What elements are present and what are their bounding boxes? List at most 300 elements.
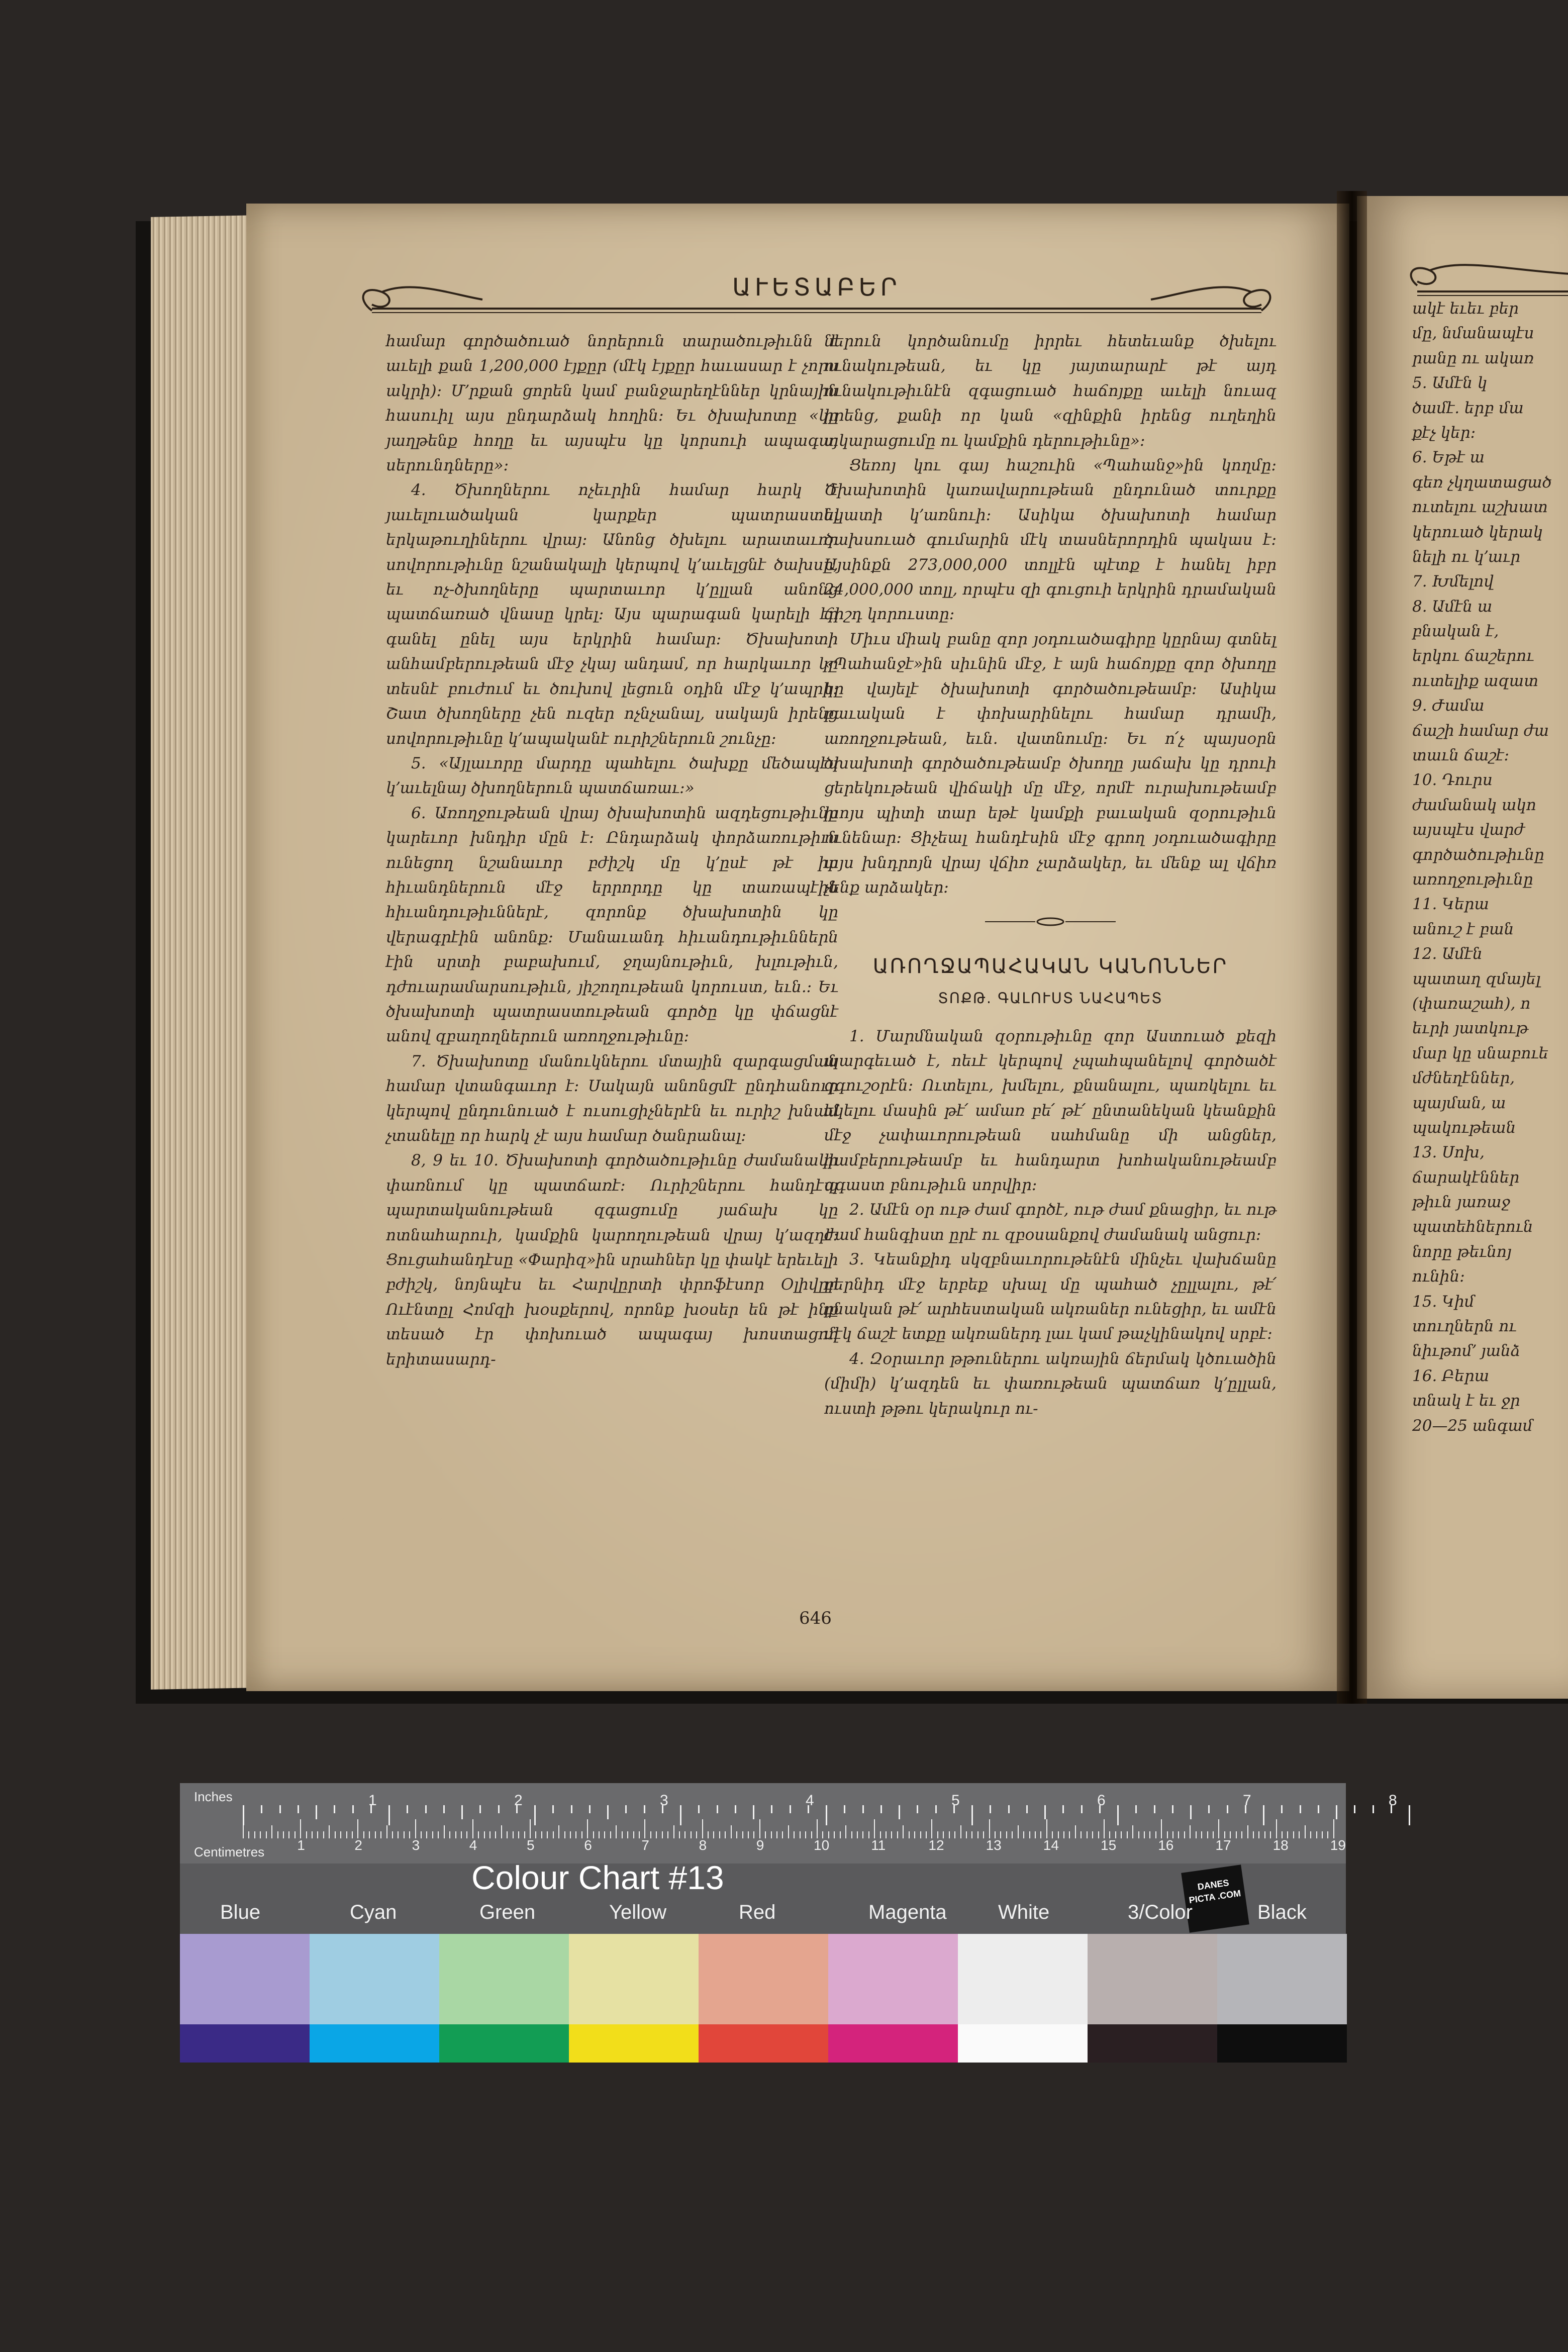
inch-tick [1409, 1805, 1410, 1825]
brand-logo: DANES PICTA .COM [1181, 1865, 1249, 1933]
cm-tick [357, 1819, 358, 1838]
cm-tick [639, 1831, 640, 1838]
paragraph: համար գործածուած նորերուն տարածութիւնն է աւելի քան 1,200,000 էյքըր (մէկ էյքըր հաւասար է չորս ակրի)։ Մ՚րքան ցորեն կամ բանջարեղէններ կրնային հասուիլ այս ընդարձակ հողին։ Եւ ծխախոտը «կը յաղթենք հողը եւ այսպէս կը կորսուի ապագայ սերունդները»։ [386, 332, 838, 475]
cm-tick [513, 1831, 514, 1838]
swatch-light [958, 1934, 1088, 2024]
cm-tick [622, 1831, 623, 1838]
cm-tick [461, 1831, 462, 1838]
text-line: պակութեան [1412, 1118, 1516, 1137]
cm-tick [874, 1819, 875, 1838]
book-gutter [1337, 191, 1367, 1704]
inch-number: 1 [368, 1792, 377, 1809]
inch-number: 8 [1389, 1792, 1397, 1809]
cm-tick [696, 1831, 697, 1838]
swatch-labels [180, 1901, 1346, 1921]
cm-tick [398, 1831, 399, 1838]
colour-chart [180, 1783, 1397, 2063]
inch-tick [1081, 1805, 1083, 1813]
inch-tick [571, 1805, 572, 1813]
section-divider-icon [824, 912, 1277, 937]
cm-tick [541, 1831, 542, 1838]
inch-tick [717, 1805, 718, 1813]
text-line: 9. Ժամա [1412, 697, 1485, 715]
cm-tick [673, 1825, 674, 1838]
inch-tick [498, 1805, 500, 1813]
cm-tick [340, 1831, 341, 1838]
inch-tick [1154, 1805, 1155, 1813]
text-line: 20—25 անգամ [1412, 1416, 1533, 1435]
cm-number: 1 [297, 1837, 305, 1853]
paragraph: 5. «Այլաւորը մարդը պահելու ծախքը մեծապէս կ՚աւելնայ ծխողներուն պատճառաւ։» [386, 754, 838, 798]
cm-tick [277, 1831, 278, 1838]
cm-tick [684, 1831, 685, 1838]
text-line: ակէ եւեւ բեր [1412, 300, 1519, 318]
paragraph: 1. Մարմնական զօրութիւնը զոր Աստուած քեզի պարգեւած է, ոեւէ կերպով չպահպանելով գործածէ զգուշօրէն։ Ուտելու, խմելու, քնանալու, պառկելու եւ եկելու մասին թէ՛ ամառ բե՛ թէ՛ ընտանեկան կեանքին մէջ չափաւորութեան սահմանը մի անցներ, համբերութեամբ եւ հանդարտ խոհականութեամբ զգաստ բնութիւն սորվիր։ [824, 1027, 1277, 1194]
text-column-left [386, 329, 838, 1372]
text-line: մար կը սնաբուե [1412, 1044, 1549, 1062]
inch-tick [826, 1805, 827, 1825]
cm-tick [248, 1831, 249, 1838]
cm-tick [1127, 1831, 1128, 1838]
cm-tick [1087, 1831, 1088, 1838]
cm-tick [1201, 1831, 1202, 1838]
inch-tick [735, 1805, 736, 1813]
inch-tick [1190, 1805, 1192, 1819]
cm-tick [610, 1831, 611, 1838]
swatch-label: 3/Color [1128, 1901, 1193, 1923]
text-line: ժամանակ ակո [1412, 796, 1537, 814]
cm-tick [1029, 1831, 1030, 1838]
cm-tick [288, 1831, 289, 1838]
text-line: ուտելիք ազատ [1412, 671, 1539, 690]
swatch-dark [439, 2024, 569, 2063]
cm-tick [920, 1831, 921, 1838]
cm-tick [1023, 1831, 1024, 1838]
swatch-dark [1088, 2024, 1217, 2063]
cm-tick [817, 1819, 818, 1838]
text-line: նելի ու կ՚աւր [1412, 547, 1521, 566]
cm-tick [1196, 1831, 1197, 1838]
section-title: ԱՌՈՂՋԱՊԱՀԱԿԱՆ ԿԱՆՈՆՆԵՐ [872, 954, 1228, 978]
text-line: ծամէ. երբ մա [1412, 399, 1524, 417]
cm-tick [524, 1831, 525, 1838]
cm-tick [1236, 1831, 1237, 1838]
swatch-label: Yellow [609, 1901, 667, 1923]
paragraph: 8, 9 եւ 10. Ծխախոտի գործածութիւնը ժամանակի փառնում կը պատճառէ։ Ուրիշներու հանդէպ պարտականութեան զգացումը յաճախ կը ոտնահարուի, կամքին կարողութեան վրայ կ՚ազդէ։ Ցուցահանդէսը «Փարիզ»ին սրահներ կը փակէ երեւելի բժիշկ, նոյնպէս եւ Հարվըրտի փրոֆէսոր Օլիվըր Ուէնտըլ Հոմզի խօսքերով, որոնք խօսեր են թէ ինք տեսած էր փոխուած ապագայ խոստացող երիտասարդ- [386, 1151, 838, 1368]
cm-number: 5 [527, 1837, 535, 1853]
swatch-light [1088, 1934, 1217, 2024]
cm-tick [535, 1831, 536, 1838]
paragraph: Ցեռոյ կու գայ հաշուին «Պահանջ»ին կողմը։ Ծխախոտին կառավարութեան ընդունած տուրքը նկատի կ՚առնուի։ Ասիկա ծխախոտի համար ծախսուած գումարին մէկ տասներորդին պակաս է։ Այսինքն 273,000,000 տոլլէն պէտք է հանել իբր 24,000,000 տոլլ, որպէս զի գուցուի երկրին դրամական ճիշդ կորուստը։ [824, 456, 1277, 624]
inch-tick [1354, 1805, 1355, 1813]
swatch-light [699, 1934, 828, 2024]
cm-tick [782, 1831, 783, 1838]
inch-tick [1281, 1805, 1283, 1813]
inch-tick [388, 1805, 390, 1825]
cm-number: 11 [871, 1837, 886, 1853]
cm-tick [909, 1831, 910, 1838]
swatch-label: White [998, 1901, 1050, 1923]
cm-tick [243, 1819, 244, 1838]
cm-tick [1241, 1831, 1242, 1838]
text-line: մը, նմանապէս [1412, 324, 1534, 343]
swatch-dark [828, 2024, 958, 2063]
inch-tick [971, 1805, 973, 1825]
inch-tick [479, 1805, 481, 1813]
cm-tick [409, 1831, 410, 1838]
cm-tick [271, 1825, 272, 1838]
cm-tick [765, 1831, 766, 1838]
inch-tick [935, 1805, 937, 1813]
inch-tick [407, 1805, 408, 1813]
cm-tick [593, 1831, 594, 1838]
cm-tick [662, 1831, 663, 1838]
cm-tick [1305, 1825, 1306, 1838]
cm-tick [1190, 1825, 1191, 1838]
inch-tick [1172, 1805, 1173, 1813]
swatch-label: Blue [220, 1901, 261, 1923]
cm-tick [317, 1831, 318, 1838]
cm-tick [753, 1831, 754, 1838]
cm-tick [1299, 1831, 1300, 1838]
running-head [352, 264, 1282, 325]
cm-tick [851, 1831, 852, 1838]
page-number: 646 [799, 1608, 832, 1628]
swatch-light [180, 1934, 310, 2024]
text-line: տուղներն ու [1412, 1317, 1517, 1336]
text-column-right [824, 329, 1277, 1421]
cm-tick [438, 1831, 439, 1838]
cm-tick [518, 1831, 519, 1838]
inch-tick [298, 1805, 299, 1813]
cm-tick [1316, 1831, 1317, 1838]
cm-tick [868, 1831, 869, 1838]
inch-tick [1062, 1805, 1064, 1813]
cm-tick [857, 1831, 858, 1838]
cm-tick [1132, 1825, 1133, 1838]
cm-tick [386, 1825, 387, 1838]
cm-tick [489, 1831, 491, 1838]
cm-tick [834, 1831, 835, 1838]
cm-tick [667, 1831, 668, 1838]
cm-tick [1293, 1831, 1294, 1838]
cm-tick [329, 1825, 330, 1838]
text-line: 16. Բերա [1412, 1366, 1490, 1385]
cm-tick [1253, 1831, 1254, 1838]
text-line: 11. Կերա [1412, 895, 1489, 914]
cm-tick [432, 1831, 433, 1838]
cm-tick [1149, 1831, 1150, 1838]
cm-tick [421, 1831, 422, 1838]
section-author: ՏՈՔԹ. ԳԱԼՈՒՍՏ ՆԱՀԱՊԵՏ [938, 990, 1163, 1007]
paragraph: 4. Զօրաւոր թթուներու ակռային ճերմակ կծուածին (միմի) կ՚ազդեն եւ փառութեան պատճառ կ՚ըլլան, ուստի թթու կերակուր ու- [824, 1349, 1277, 1418]
inch-number: 7 [1243, 1792, 1251, 1809]
cm-number: 6 [584, 1837, 592, 1853]
inch-tick [279, 1805, 281, 1813]
cm-tick [455, 1831, 456, 1838]
cm-tick [507, 1831, 508, 1838]
cm-tick [736, 1831, 737, 1838]
cm-tick [1046, 1819, 1047, 1838]
text-line: նիւթոմ՚ յանձ [1412, 1342, 1521, 1360]
inch-number: 4 [806, 1792, 814, 1809]
cm-tick [776, 1831, 777, 1838]
inch-tick [880, 1805, 882, 1813]
text-line: 12. Ամէն [1412, 945, 1483, 963]
cm-number: 15 [1101, 1837, 1117, 1853]
cm-tick [616, 1825, 617, 1838]
swatch-label: Red [739, 1901, 776, 1923]
page-edges [151, 215, 261, 1690]
paragraph: 7. Ծխախոտը մանուկներու մտային զարգացման համար վտանգաւոր է։ Սակայն անոնցմէ ընդհանուր կերպով ընդունուած է ուսուցիչներէն եւ ուրիշ խնամ չտանելը որ հարկ չէ այս համար ծանրանալ։ [386, 1052, 838, 1145]
inch-tick [316, 1805, 317, 1819]
cm-tick [886, 1831, 887, 1838]
cm-number: 18 [1272, 1837, 1289, 1853]
cm-tick [949, 1831, 950, 1838]
cm-tick [633, 1831, 634, 1838]
text-line: 13. Սոխ, [1412, 1143, 1485, 1162]
inch-tick [753, 1805, 754, 1819]
cm-tick [375, 1831, 376, 1838]
text-line: ճաշի համար ժա [1412, 721, 1549, 740]
inch-tick [1117, 1805, 1119, 1825]
cm-tick [1012, 1831, 1013, 1838]
inch-tick [1373, 1805, 1374, 1813]
text-line: թիւն յառաջ [1412, 1193, 1510, 1212]
right-page-text [1412, 297, 1568, 1438]
cm-tick [656, 1831, 657, 1838]
cm-tick [1006, 1831, 1007, 1838]
cm-tick [788, 1825, 789, 1838]
cm-tick [811, 1831, 812, 1838]
inch-number: 2 [514, 1792, 523, 1809]
inch-tick [698, 1805, 700, 1813]
cm-tick [495, 1831, 496, 1838]
cm-tick [415, 1819, 416, 1838]
inch-tick [1008, 1805, 1010, 1813]
cm-tick [449, 1831, 450, 1838]
cm-tick [1035, 1831, 1036, 1838]
inch-tick [607, 1805, 609, 1819]
text-line: 15. Կիմ [1412, 1292, 1475, 1311]
cm-tick [862, 1831, 863, 1838]
cm-tick [713, 1831, 714, 1838]
text-line: այսպէս վարժ [1412, 821, 1525, 839]
swatch-dark [1217, 2024, 1347, 2063]
cm-tick [484, 1831, 485, 1838]
cm-tick [363, 1831, 364, 1838]
text-line: քէչ կեր։ [1412, 423, 1476, 442]
cm-tick [800, 1831, 801, 1838]
cm-tick [891, 1831, 892, 1838]
text-line: ուտելու աշխատ [1412, 498, 1548, 517]
inch-tick [771, 1805, 772, 1813]
inches-label: Inches [194, 1789, 233, 1804]
inch-tick [1135, 1805, 1137, 1813]
cm-tick [1333, 1819, 1334, 1838]
inch-tick [899, 1805, 900, 1819]
cm-tick [1184, 1831, 1185, 1838]
cm-tick [581, 1831, 582, 1838]
cm-tick [1144, 1831, 1145, 1838]
paragraph: Միւս միակ բանը զոր յօդուածագիրը կըրնայ գտնել «Պահանջէ»ին սիւնին մէջ, է այն հաճոյքը զոր ծխողը կը վայելէ ծխախոտի գործածութեամբ։ Ասիկա բաւական է փոխարինելու համար դրամի, առողջութեան, եւն. վատնումը։ Եւ ո՛չ պայսօրն ծխախոտի գործածութեամբ ծխողը յաճախ կը դրուի ցերեկութեան վիճակի մը մէջ, որմէ ուրախութեամբ խոյս պիտի տար եթէ կամքի բաւական զօրութիւն ունենար։ Ցիչեալ հանդէսին մէջ գրող յօդուածագիրը այս խնդրոյն վրայ վճիռ չարձակեր, եւ մենք ալ վճիռ չենք արձակեր։ [824, 630, 1277, 897]
inch-number: 5 [951, 1792, 960, 1809]
inch-tick [461, 1805, 463, 1819]
cm-tick [1040, 1831, 1041, 1838]
inch-tick [644, 1805, 645, 1813]
cm-tick [989, 1819, 990, 1838]
cm-tick [971, 1831, 972, 1838]
cm-tick [599, 1831, 600, 1838]
inch-number: 6 [1097, 1792, 1106, 1809]
inch-tick [443, 1805, 445, 1813]
cm-tick [731, 1825, 732, 1838]
centimetres-label: Centimetres [194, 1844, 265, 1859]
cm-number: 12 [928, 1837, 944, 1853]
cm-tick [1121, 1831, 1122, 1838]
text-line: գործածութիւնը [1412, 845, 1544, 864]
cm-tick [575, 1831, 576, 1838]
cm-tick [914, 1831, 915, 1838]
cm-number: 13 [986, 1837, 1002, 1853]
paragraph: 6. Առողջութեան վրայ ծխախոտին ազդեցութիւնը կարեւոր խնդիր մըն է։ Ընդարձակ փորձառութիւն ունեցող նշանաւոր բժիշկ մը կ՚ըսէ թէ իր հիւանդներուն մէջ երրորդը կը տառապէին հիւանդութիւններէ, զորոնք ծխախոտին կը վերագրէին անոնք։ Մանաւանդ հիւանդութիւններն էին սրտի բաբախում, ջղայնութիւն, խլութիւն, դժուարամարսութիւն, յիշողութեան կորուստ, եւն.։ Եւ ծխախոտի պատրաստութեան գործը կը փճացնէ անով զբաղողներուն առողջութիւնը։ [386, 804, 838, 1046]
swatch-dark [310, 2024, 439, 2063]
cm-tick [1098, 1831, 1099, 1838]
cm-tick [1327, 1831, 1328, 1838]
cm-tick [254, 1831, 255, 1838]
text-line: տաւն ճաշէ։ [1412, 746, 1510, 765]
cm-tick [1276, 1819, 1277, 1838]
text-line: անուշ է բան [1412, 920, 1514, 938]
text-line: (փառաշահ), ո [1412, 994, 1531, 1013]
cm-tick [369, 1831, 370, 1838]
cm-tick [840, 1831, 841, 1838]
cm-number: 3 [412, 1837, 420, 1853]
inch-tick [990, 1805, 991, 1813]
cm-tick [352, 1831, 353, 1838]
paragraph: 4. Ծխողներու ոչեւրին համար հարկ է յաւելուածական կարքեր պատրաստել երկաթուղիներու վրայ։ Անոնց ծխելու արատաւոր սովորութիւնը նշանակալի կերպով կ՚աւելցնէ ծախսը, եւ ոչ-ծխողները պարտաւոր կ՚ըլլան անոնց պատճառած վնասը կրել։ Այս պարագան կարելի էր գանել ընել այս երկրին համար։ Ծխախոտի անհամբերութեան մէջ չկայ անդամ, որ հարկաւոր կը տեսնէ բուժում եւ ծուխով լեցուն օդին մէջ կ՚ապրի։ Շատ ծխողները չեն ուզեր ոչնչանալ, սակայն իրենց սովորութիւնը կ՚ապականէ ուրիշներուն շունչը։ [386, 481, 838, 748]
cm-tick [604, 1831, 605, 1838]
cm-tick [300, 1819, 301, 1838]
text-line: րանը ու ակառ [1412, 349, 1534, 367]
running-title: ԱՒԵՏԱԲԵՐ [732, 273, 901, 302]
cm-tick [1092, 1831, 1093, 1838]
text-line: մժնեղէններ, [1412, 1069, 1515, 1088]
cm-tick [805, 1831, 806, 1838]
swatch-dark [699, 2024, 828, 2063]
cm-tick [1081, 1831, 1082, 1838]
cm-tick [1138, 1831, 1139, 1838]
cm-tick [954, 1831, 955, 1838]
text-line: ունին։ [1412, 1267, 1465, 1286]
chart-title: Colour Chart #13 [471, 1859, 724, 1896]
cm-number: 10 [814, 1837, 830, 1853]
inch-tick [334, 1805, 335, 1813]
cm-tick [1207, 1831, 1208, 1838]
cm-tick [1270, 1831, 1271, 1838]
cm-tick [1155, 1831, 1156, 1838]
cm-tick [1161, 1819, 1162, 1838]
swatch-label: Black [1257, 1901, 1307, 1923]
text-line: ճարակէններ [1412, 1168, 1520, 1187]
text-line: 10. Դուրս [1412, 771, 1493, 790]
text-line: կերուած կերակ [1412, 523, 1543, 541]
cm-number: 8 [699, 1837, 707, 1853]
cm-tick [558, 1825, 559, 1838]
cm-tick [295, 1831, 296, 1838]
cm-number: 4 [469, 1837, 477, 1853]
cm-tick [266, 1831, 267, 1838]
swatch-dark [180, 2024, 310, 2063]
cm-tick [1018, 1825, 1019, 1838]
cm-tick [903, 1825, 904, 1838]
cm-tick [444, 1825, 445, 1838]
inch-tick [1044, 1805, 1046, 1819]
text-line: տնակ է եւ ջր [1412, 1392, 1520, 1410]
cm-tick [644, 1819, 645, 1838]
cm-tick [478, 1831, 479, 1838]
cm-tick [547, 1831, 548, 1838]
inch-tick [680, 1805, 681, 1825]
cm-tick [742, 1831, 743, 1838]
inch-tick [425, 1805, 427, 1813]
inch-tick [1318, 1805, 1319, 1813]
inch-tick [1208, 1805, 1210, 1813]
text-line: պատաղ զմայել [1412, 969, 1541, 988]
cm-tick [926, 1831, 927, 1838]
text-line: 5. Ամէն կ [1412, 374, 1488, 393]
cm-tick [1069, 1831, 1070, 1838]
swatch-light [310, 1934, 439, 2024]
text-line: նորը թեւնոյ [1412, 1242, 1512, 1261]
paragraph: 3. Կեանքիդ սկզբնաւորութենէն մինչեւ վախճանը բերնիդ մէջ երբեք սխալ մը պահած չըլլալու, թէ՛ բնական թէ՛ արհեստական ակռաներ ունեցիր, եւ ամէն մէկ ճաշէ ետքը ակռաներդ լաւ կամ թաչկինակով սրբէ։ [824, 1250, 1277, 1343]
cm-tick [1063, 1831, 1064, 1838]
cm-tick [748, 1831, 749, 1838]
cm-tick [702, 1819, 703, 1838]
swatch-light [828, 1934, 958, 2024]
text-line: երկու ճաշերու [1412, 647, 1534, 665]
cm-number: 9 [756, 1837, 764, 1853]
cm-number: 19 [1330, 1837, 1346, 1853]
inch-tick [1336, 1805, 1337, 1819]
inch-tick [589, 1805, 591, 1813]
cm-tick [553, 1831, 554, 1838]
cm-tick [897, 1831, 898, 1838]
paragraph: ներուն կործանումը իրրեւ հետեւանք ծխելու ունակութեան, եւ կը յայտարարէ թէ այդ ունակութիւնէն զգացուած հաճոյքը աւելի նուազ իրենց, քանի որ կան «զինքին իրենց ուղեղին տկարացումը ու կամքին դերութիւնը»։ [824, 332, 1277, 450]
cm-tick [501, 1825, 502, 1838]
text-line: եւրի յատկութ [1412, 1019, 1528, 1038]
cm-number: 17 [1215, 1837, 1231, 1853]
cm-tick [426, 1831, 427, 1838]
cm-tick [1322, 1831, 1323, 1838]
cm-tick [794, 1831, 795, 1838]
cm-tick [1213, 1831, 1214, 1838]
text-line: առողջութիւնը [1412, 870, 1533, 889]
cm-tick [983, 1831, 984, 1838]
cm-tick [977, 1831, 978, 1838]
inch-tick [352, 1805, 354, 1813]
cm-tick [335, 1831, 336, 1838]
inch-tick [625, 1805, 627, 1813]
inch-tick [534, 1805, 536, 1825]
cm-tick [306, 1831, 307, 1838]
text-line: 8. Ամէն ա [1412, 597, 1493, 616]
inch-tick [1300, 1805, 1301, 1813]
cm-tick [530, 1819, 531, 1838]
cm-tick [1104, 1819, 1105, 1838]
text-line: պատեհներուն [1412, 1218, 1533, 1236]
swatch-light [439, 1934, 569, 2024]
